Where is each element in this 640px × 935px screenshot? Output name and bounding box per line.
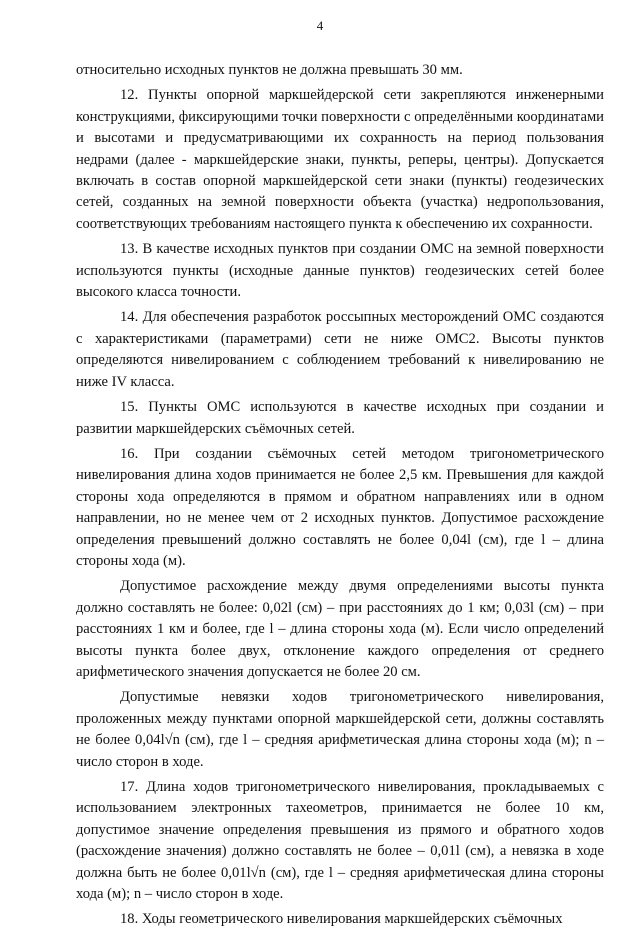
paragraph-12: 12. Пункты опорной маркшейдерской сети закрепляются инженерными конструкциями, фиксирующими точки поверхности с определёнными координатами и высотами и предусматривающими их сохранность на период пользования недрами (далее - маркшейдерские знаки, пункты, реперы, центры). Допускается включать в состав опорной маркшейдерской сети знаки (пункты) геодезических сетей, созданных на земной поверхности объекта (участка) недропользования, соответствующих требованиям настоящего пункта к обеспечению их сохранности. [76, 87, 604, 232]
page-number: 4 [316, 18, 324, 33]
paragraph-16-height-tolerance: Допустимое расхождение между двумя определениями высоты пункта должно составлять не более: 0,02l (см) – при расстояниях до 1 км; 0,03l (см) – при расстояниях 1 км и более, где l – длина стороны хода (м). Если число определений высоты пункта более двух, отклонение каждого определения от среднего арифметического значения допускается не более 20 см. [76, 578, 604, 680]
paragraph-continuation: относительно исходных пунктов не должна превышать 30 мм. [76, 62, 463, 78]
paragraph-14: 14. Для обеспечения разработок россыпных месторождений ОМС создаются с характеристиками (параметрами) сети не ниже ОМС2. Высоты пунктов определяются нивелированием с соблюдением требований к нивелированию не ниже IV класса. [76, 309, 604, 390]
paragraph-16: 16. При создании съёмочных сетей методом тригонометрического нивелирования длина ходов принимается не более 2,5 км. Превышения для каждой стороны хода определяются в прямом и обратном направлениях или в одном направлении, но не менее чем от 2 исходных пунктов. Допустимое расхождение определения превышений должно составлять не более 0,04l (см), где l – длина стороны хода (м). [76, 445, 604, 569]
paragraph-13: 13. В качестве исходных пунктов при создании ОМС на земной поверхности используются пункты (исходные данные пунктов) геодезических сетей более высокого класса точности. [76, 241, 604, 301]
paragraph-17: 17. Длина ходов тригонометрического нивелирования, прокладываемых с использованием электронных тахеометров, принимается не более 10 км, допустимое значение определения превышения из прямого и обратного ходов (расхождение значения) должно составлять не более – 0,01l (см), а невязка в ходе должна быть не более 0,01l√n (см), где l – средняя арифметическая длина стороны хода (м); n – число сторон в ходе. [76, 779, 604, 903]
paragraph-16-misclosure: Допустимые невязки ходов тригонометрического нивелирования, проложенных между пунктами опорной маркшейдерской сети, должны составлять не более 0,04l√n (см), где l – средняя арифметическая длина стороны хода (м); n – число сторон в ходе. [76, 689, 604, 770]
document-body [76, 60, 604, 935]
paragraph-15: 15. Пункты ОМС используются в качестве исходных при создании и развитии маркшейдерских съёмочных сетей. [76, 399, 604, 437]
paragraph-18: 18. Ходы геометрического нивелирования маркшейдерских съёмочных [120, 911, 563, 928]
